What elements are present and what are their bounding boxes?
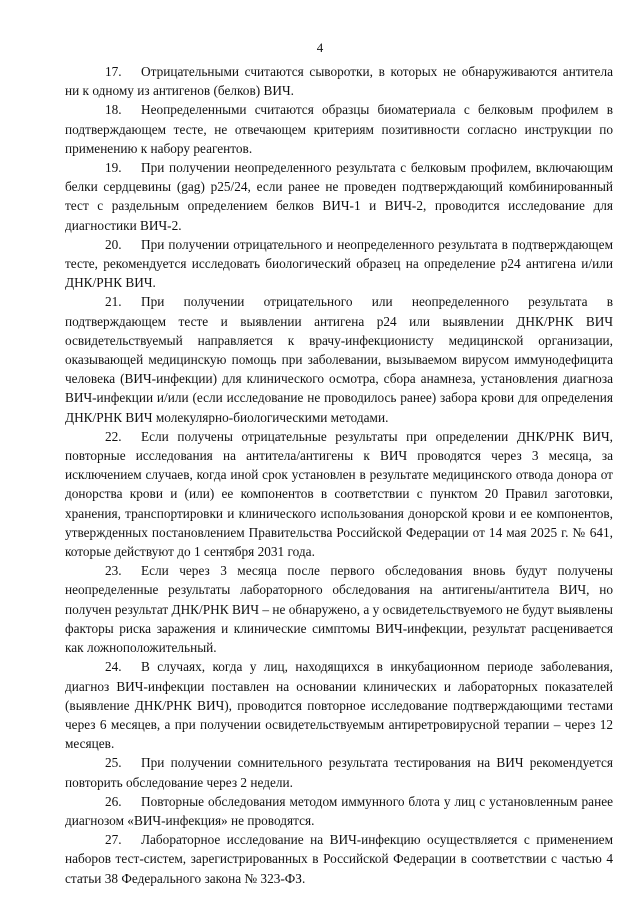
- paragraph-number: 19.: [105, 160, 122, 176]
- document-body: [65, 62, 613, 888]
- paragraph-text: Отрицательными считаются сыворотки, в которых не обнаруживаются антитела ни к одному из антигенов (белков) ВИЧ.: [65, 64, 613, 99]
- paragraph-number: 20.: [105, 236, 122, 252]
- paragraph-21: [65, 292, 613, 426]
- paragraph-19: [65, 158, 613, 235]
- paragraph-23: [65, 561, 613, 657]
- paragraph-text: При получении сомнительного результата тестирования на ВИЧ рекомендуется повторить обследование через 2 недели.: [65, 755, 613, 790]
- paragraph-text: При получении отрицательного и неопределенного результата в подтверждающем тесте, рекомендуется исследовать биологический образец на определение p24 антигена и/или ДНК/РНК ВИЧ.: [65, 236, 613, 291]
- paragraph-text: Если через 3 месяца после первого обследования вновь будут получены неопределенные результаты лабораторного обследования на антигены/антитела ВИЧ, но получен результат ДНК/РНК ВИЧ – не обнаружено, а у освидетельствуемого не будут выявлены факторы риска заражения и клинические симптомы ВИЧ-инфекции, результат расценивается как ложноположительный.: [65, 563, 613, 656]
- paragraph-text: Если получены отрицательные результаты при определении ДНК/РНК ВИЧ, повторные исследования на антитела/антигены к ВИЧ проводятся через 3 месяца, за исключением случаев, когда иной срок установлен в результате медицинского отвода донора от донорства крови и (или) ее компонентов в соответствии с пунктом 20 Правил заготовки, хранения, транспортировки и клинического использования донорской крови и ее компонентов, утвержденных постановлением Правительства Российской Федерации от 14 мая 2025 г. № 641, которые действуют до 1 сентября 2031 года.: [65, 428, 613, 560]
- paragraph-text: В случаях, когда у лиц, находящихся в инкубационном периоде заболевания, диагноз ВИЧ-инфекции поставлен на основании клинических и лабораторных показателей (выявление ДНК/РНК ВИЧ), проводится повторное исследование подтверждающими тестами через 6 месяцев, а при получении освидетельствуемым антиретровирусной терапии – через 12 месяцев.: [65, 659, 613, 752]
- paragraph-22: [65, 427, 613, 561]
- paragraph-number: 23.: [105, 563, 122, 579]
- paragraph-24: [65, 657, 613, 753]
- paragraph-number: 22.: [105, 428, 122, 444]
- paragraph-text: При получении отрицательного или неопределенного результата в подтверждающем тесте и выявлении антигена p24 или выявлении ДНК/РНК ВИЧ освидетельствуемый направляется к врачу-инфекционисту медицинской организации, оказывающей медицинскую помощь при заболевании, вызываемом вирусом иммунодефицита человека (ВИЧ-инфекции) для клинического осмотра, сбора анамнеза, установления диагноза ВИЧ-инфекции и/или (если исследование не проводилось ранее) забора крови для определения ДНК/РНК ВИЧ молекулярно-биологическими методами.: [65, 294, 613, 425]
- paragraph-number: 17.: [105, 64, 122, 79]
- paragraph-text: Повторные обследования методом иммунного блота у лиц с установленным ранее диагнозом «ВИЧ-инфекция» не проводятся.: [65, 793, 613, 828]
- paragraph-number: 26.: [105, 793, 122, 809]
- paragraph-27: [65, 830, 613, 888]
- paragraph-number: 25.: [105, 755, 122, 771]
- paragraph-26: [65, 792, 613, 830]
- paragraph-18: [65, 100, 613, 158]
- page-number: 4: [316, 40, 324, 55]
- paragraph-25: [65, 753, 613, 791]
- paragraph-number: 18.: [105, 102, 122, 118]
- paragraph-text: При получении неопределенного результата с белковым профилем, включающим белки сердцевины (gag) p25/24, если ранее не проведен подтверждающий комбинированный тест с раздельным определением белков ВИЧ-1 и ВИЧ-2, проводится исследование для диагностики ВИЧ-2.: [65, 160, 613, 233]
- paragraph-number: 24.: [105, 659, 122, 675]
- paragraph-number: 27.: [105, 832, 122, 848]
- paragraph-20: [65, 235, 613, 293]
- paragraph-number: 21.: [105, 294, 122, 310]
- paragraph-text: Лабораторное исследование на ВИЧ-инфекцию осуществляется с применением наборов тест-систем, зарегистрированных в Российской Федерации в соответствии с частью 4 статьи 38 Федерального закона № 323-ФЗ.: [65, 832, 613, 886]
- paragraph-17: [65, 62, 613, 100]
- paragraph-text: Неопределенными считаются образцы биоматериала с белковым профилем в подтверждающем тесте, не отвечающем критериям позитивности согласно инструкции по применению к набору реагентов.: [65, 102, 613, 156]
